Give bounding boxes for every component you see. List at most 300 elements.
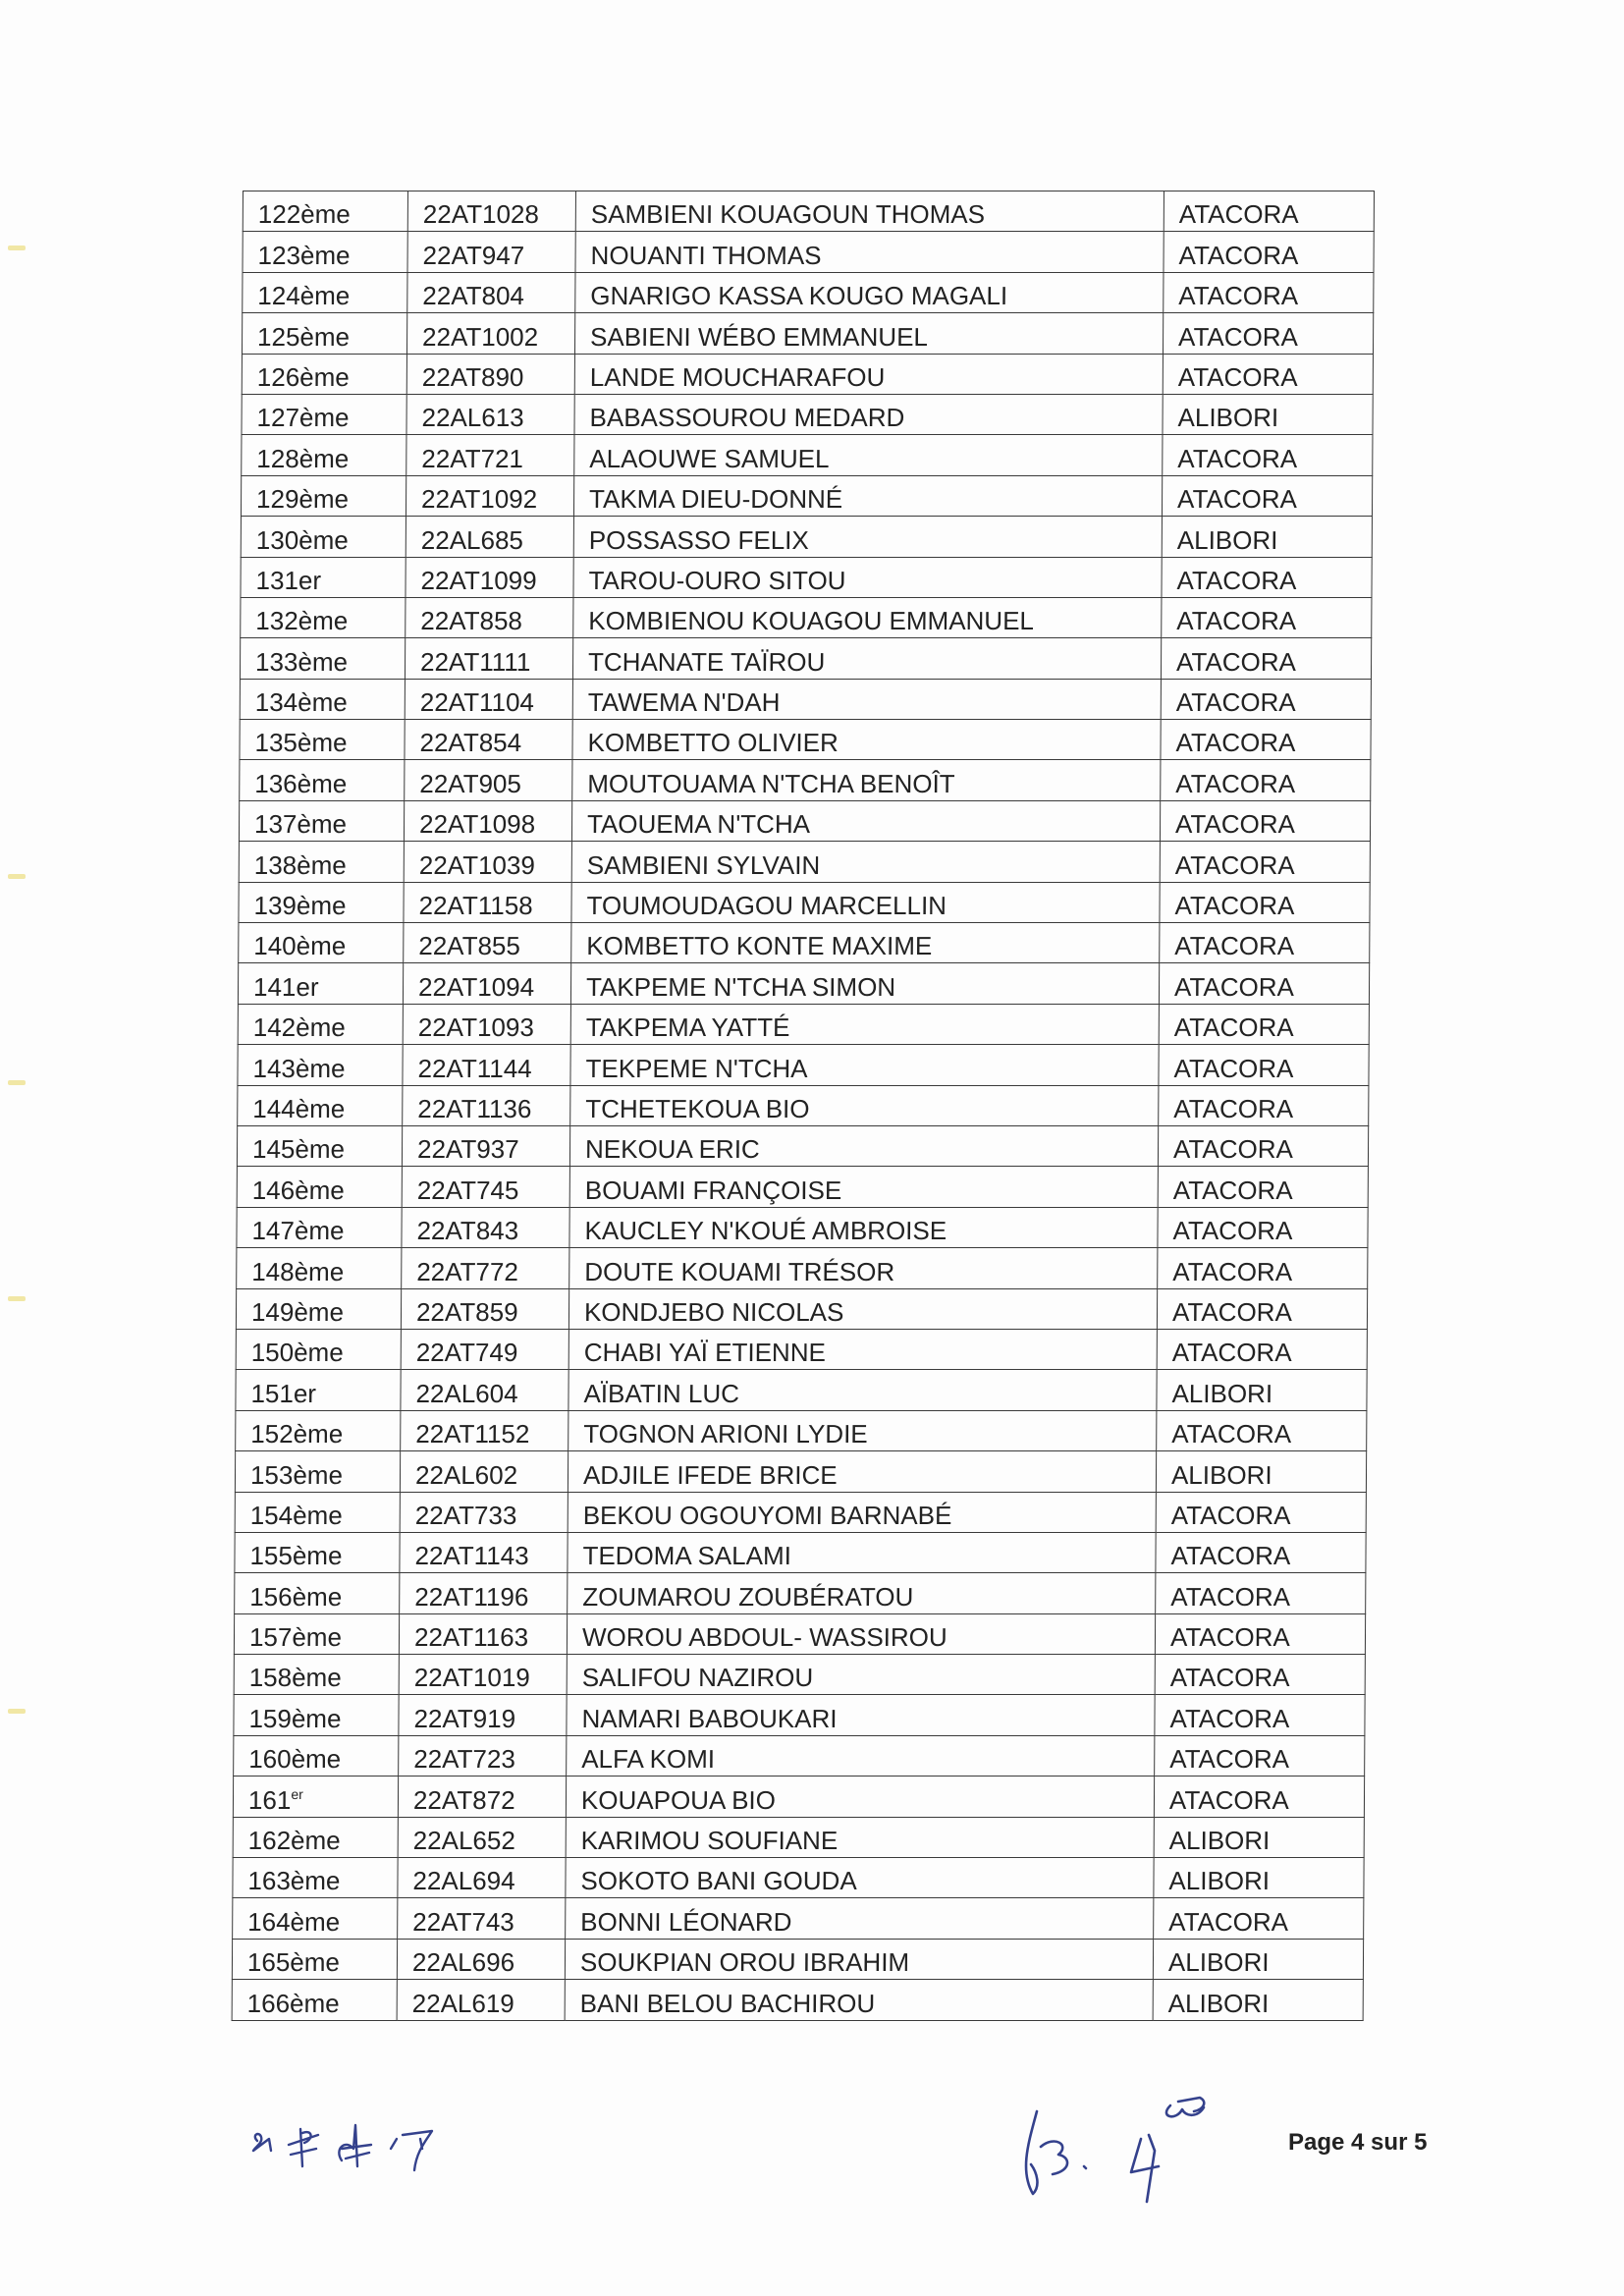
department-cell-text: ATACORA [1171,1338,1292,1368]
name-cell [568,1532,1156,1572]
rank-cell [234,1735,399,1776]
name-cell-text: ALAOUWE SAMUEL [589,443,830,473]
department-cell-text: ATACORA [1170,1541,1291,1571]
department-cell [1159,1004,1369,1044]
name-cell-text: KARIMOU SOUFIANE [580,1826,839,1856]
name-cell-text: KOMBETTO OLIVIER [587,728,839,758]
code-cell [398,1858,566,1898]
code-cell-text: 22AL619 [411,1988,514,2018]
department-cell [1153,1980,1363,2020]
name-cell [572,720,1161,760]
rank-cell-text: 125ème [257,321,351,352]
department-cell [1160,842,1370,882]
rank-cell [238,1085,403,1125]
name-cell [568,1410,1157,1450]
table-row [236,1329,1367,1369]
rank-cell-text: 156ème [249,1581,343,1612]
name-cell-text: KOMBETTO KONTE MAXIME [586,931,933,961]
name-cell-text: POSSASSO FELIX [588,524,809,555]
table-row [233,1777,1364,1817]
table-row [232,1980,1363,2020]
name-cell-text: TOUMOUDAGOU MARCELLIN [586,891,947,921]
department-cell-text: ATACORA [1172,1256,1293,1286]
rank-cell-text: 158ème [248,1663,342,1693]
code-cell-text: 22AT1039 [418,849,535,880]
department-cell [1161,720,1371,760]
name-cell [569,1207,1158,1247]
code-cell [407,191,575,232]
department-cell-text: ATACORA [1174,849,1295,880]
signature-right [1011,2092,1218,2210]
rank-cell [239,923,404,963]
department-cell-text: ATACORA [1171,1296,1292,1327]
rank-cell-text: 164ème [247,1906,341,1937]
code-cell-text: 22AT872 [412,1784,515,1815]
table-row [238,963,1369,1004]
code-cell-text: 22AT745 [416,1175,519,1205]
name-cell-text: NAMARI BABOUKARI [581,1703,838,1733]
department-cell [1163,394,1373,434]
table-row [237,1167,1368,1207]
name-cell [573,597,1162,637]
name-cell [571,882,1160,922]
table-row [242,394,1373,434]
name-cell [566,1898,1154,1939]
rank-cell-text: 139ème [253,891,347,921]
code-cell-text: 22AT859 [415,1296,518,1327]
department-cell [1155,1655,1365,1695]
name-cell [572,638,1161,679]
code-cell [405,638,572,679]
name-cell [573,475,1162,516]
department-cell-text: ATACORA [1169,1744,1290,1775]
code-cell-text: 22AT1143 [414,1541,529,1571]
rank-cell-text: 131er [255,565,322,595]
rank-cell-text: 143ème [252,1053,346,1083]
page-number-current: 4 [1351,2129,1365,2156]
department-cell [1159,1085,1369,1125]
code-cell [405,720,572,760]
scan-mark [8,874,26,879]
department-cell-text: ATACORA [1172,1175,1293,1205]
code-cell-text: 22AT772 [416,1256,518,1286]
name-cell [569,1125,1158,1166]
rank-cell [234,1613,399,1654]
name-cell-text: KONDJEBO NICOLAS [583,1296,844,1327]
rank-cell [235,1532,400,1572]
code-cell [407,232,575,272]
code-cell-text: 22AT1111 [419,646,531,677]
department-cell-text: ATACORA [1169,1703,1290,1733]
department-cell [1160,923,1370,963]
table-row [241,557,1372,597]
code-cell [406,313,574,354]
code-cell [403,1045,570,1085]
name-cell [573,557,1162,597]
table-row [240,720,1371,760]
scan-mark [8,1709,26,1714]
table-row [236,1288,1367,1329]
table-row [234,1735,1365,1776]
code-cell-text: 22AT723 [413,1744,515,1775]
code-cell-text: 22AT947 [422,240,525,270]
department-cell-text: ATACORA [1177,443,1298,473]
code-cell [400,1573,568,1613]
table-row [237,1248,1368,1288]
department-cell [1154,1777,1364,1817]
rank-cell-text: 153ème [249,1459,344,1490]
department-cell [1158,1167,1368,1207]
rank-cell-text: 155ème [249,1541,343,1571]
rank-cell-text: 128ème [256,443,350,473]
department-cell [1160,882,1370,922]
name-cell-text: BABASSOUROU MEDARD [589,403,905,433]
code-cell-text: 22AL696 [411,1947,515,1978]
name-cell-text: DOUTE KOUAMI TRÉSOR [584,1256,895,1286]
department-cell-text: ATACORA [1171,1419,1292,1449]
code-cell [401,1410,568,1450]
code-cell-text: 22AT1002 [422,321,539,352]
rank-cell [243,232,407,272]
code-cell [399,1655,567,1695]
name-cell [571,800,1160,841]
name-cell-text: NOUANTI THOMAS [590,240,822,270]
department-cell-text: ATACORA [1178,240,1299,270]
department-cell [1154,1858,1364,1898]
name-cell [568,1492,1156,1532]
name-cell-text: KOUAPOUA BIO [580,1784,777,1815]
name-cell-text: TAKPEMA YATTÉ [585,1012,790,1043]
table-row [233,1898,1364,1939]
rank-cell-text: 162ème [247,1826,341,1856]
rank-cell [237,1167,402,1207]
code-cell-text: 22AL685 [420,524,524,555]
rank-cell [232,1980,397,2020]
rank-cell [237,1248,402,1288]
name-cell-text: KOMBIENOU KOUAGOU EMMANUEL [588,606,1035,636]
name-cell [570,1004,1159,1044]
rank-cell-text: 165ème [246,1947,341,1978]
rank-cell-text: 134ème [254,687,348,718]
name-cell-text: TEDOMA SALAMI [582,1541,791,1571]
code-cell-text: 22AT919 [413,1703,516,1733]
rank-cell [238,1004,403,1044]
department-cell [1161,638,1371,679]
code-cell [406,597,573,637]
name-cell-text: MOUTOUAMA N'TCHA BENOÎT [587,768,955,798]
name-cell-text: TAROU-OURO SITOU [588,565,846,595]
code-cell [406,394,574,434]
rank-cell [238,1045,403,1085]
table-row [238,1085,1369,1125]
code-cell [406,354,574,394]
department-cell [1161,679,1371,719]
name-cell-text: BEKOU OGOUYOMI BARNABÉ [582,1500,952,1530]
name-cell-text: SOUKPIAN OROU IBRAHIM [579,1947,910,1978]
rank-cell [241,597,406,637]
code-cell-text: 22AT1196 [414,1581,529,1612]
code-cell [401,1370,568,1410]
rank-cell [242,435,406,475]
department-cell [1154,1898,1364,1939]
department-cell-text: ATACORA [1169,1622,1290,1653]
name-cell [569,1167,1158,1207]
code-cell [398,1898,566,1939]
department-cell-text: ATACORA [1174,891,1295,921]
code-cell-text: 22AL694 [412,1866,515,1896]
department-cell [1156,1573,1366,1613]
code-cell-text: 22AT1104 [419,687,535,718]
code-cell [401,1329,568,1369]
department-cell [1155,1613,1365,1654]
code-cell-text: 22AT937 [416,1134,519,1165]
page-number-total: 5 [1414,2129,1428,2156]
name-cell-text: SABIENI WÉBO EMMANUEL [590,321,929,352]
name-cell [565,1980,1153,2020]
department-cell-text: ATACORA [1173,971,1294,1002]
table-row [234,1695,1365,1735]
code-cell-text: 22AT854 [419,728,522,758]
name-cell [575,191,1164,232]
rank-cell-text: 152ème [250,1419,344,1449]
department-cell-text: ATACORA [1168,1784,1289,1815]
rank-cell-text: 124ème [257,281,351,311]
name-cell [570,1085,1159,1125]
department-cell-text: ALIBORI [1168,1866,1271,1896]
table-row [243,191,1374,232]
name-cell-text: ADJILE IFEDE BRICE [582,1459,838,1490]
rank-cell [241,517,406,557]
department-cell [1155,1695,1365,1735]
name-cell [566,1817,1154,1857]
name-cell [574,313,1163,354]
name-cell-text: KAUCLEY N'KOUÉ AMBROISE [584,1216,947,1246]
rank-cell-text: 145ème [251,1134,346,1165]
code-cell [406,517,573,557]
table-row [235,1532,1366,1572]
name-cell-text: BONNI LÉONARD [580,1906,792,1937]
code-cell [400,1532,568,1572]
rank-cell [239,800,404,841]
scan-mark [8,246,26,250]
department-cell [1156,1532,1366,1572]
rank-cell-text: 161 [247,1784,292,1815]
code-cell [402,1248,569,1288]
department-cell-text: ATACORA [1173,1093,1294,1123]
department-cell [1153,1939,1363,1979]
rank-cell-text: 146ème [251,1175,345,1205]
department-cell [1158,1125,1368,1166]
code-cell [406,475,573,516]
department-cell-text: ALIBORI [1167,1947,1270,1978]
code-cell-text: 22AT1152 [415,1419,530,1449]
table-row [243,272,1374,312]
table-row [235,1573,1366,1613]
name-cell [568,1329,1157,1369]
code-cell-text: 22AT858 [420,606,523,636]
name-cell [571,842,1160,882]
table-row [239,842,1370,882]
code-cell-text: 22AT743 [412,1906,514,1937]
department-cell [1155,1735,1365,1776]
rank-cell-text: 129ème [255,484,350,515]
rank-cell-text: 151er [250,1378,317,1408]
name-cell [567,1695,1155,1735]
table-row [240,679,1371,719]
name-cell [574,394,1163,434]
code-cell [406,557,573,597]
department-cell-text: ALIBORI [1176,524,1278,555]
department-cell [1154,1817,1364,1857]
rank-cell [240,638,405,679]
rank-cell-text: 133ème [254,646,349,677]
code-cell-text: 22AT1144 [417,1053,532,1083]
table-row [241,597,1372,637]
rank-cell-text: 163ème [247,1866,341,1896]
table-row [241,475,1372,516]
code-cell-text: 22AT1163 [413,1622,529,1653]
table-row [233,1817,1364,1857]
table-row [242,313,1373,354]
department-cell [1163,354,1373,394]
rank-cell [237,1207,402,1247]
rank-cell-text: 135ème [254,728,348,758]
rank-cell-text: 160ème [248,1744,342,1775]
rank-cell [239,882,404,922]
name-cell [575,232,1164,272]
table-row [242,435,1373,475]
rank-cell [238,963,403,1004]
code-cell-text: 22AT1093 [417,1012,534,1043]
rank-cell-text: 144ème [252,1093,346,1123]
code-cell-text: 22AT1099 [420,565,537,595]
name-cell [572,679,1161,719]
name-cell-text: TOGNON ARIONI LYDIE [583,1419,868,1449]
department-cell [1157,1410,1367,1450]
department-cell [1159,963,1369,1004]
rank-cell-text: 141er [252,971,319,1002]
department-cell-text: ATACORA [1175,768,1296,798]
name-cell-text: ZOUMAROU ZOUBÉRATOU [582,1581,914,1612]
table-row [238,1004,1369,1044]
rank-cell [240,679,405,719]
name-cell [568,1370,1157,1410]
department-cell-text: ATACORA [1173,1012,1294,1043]
rank-cell-text: 147ème [251,1216,345,1246]
rank-cell-text: 149ème [250,1296,345,1327]
name-cell-text: BOUAMI FRANÇOISE [584,1175,842,1205]
code-cell [403,1085,570,1125]
department-cell-text: ATACORA [1175,687,1296,718]
rank-cell [242,394,406,434]
code-cell [402,1207,569,1247]
code-cell-text: 22AT721 [421,443,524,473]
code-cell-text: 22AT1092 [420,484,538,515]
table-row [237,1125,1368,1166]
name-cell [570,963,1159,1004]
name-cell [574,435,1163,475]
department-cell-text: ATACORA [1178,281,1299,311]
table-row [236,1370,1367,1410]
department-cell-text: ATACORA [1178,199,1299,230]
name-cell [570,1045,1159,1085]
name-cell [567,1655,1155,1695]
code-cell-text: 22AT804 [422,281,525,311]
name-cell-text: TCHANATE TAÏROU [587,646,826,677]
code-cell [398,1777,566,1817]
department-cell [1162,517,1372,557]
department-cell-text: ATACORA [1169,1663,1290,1693]
department-cell [1163,313,1373,354]
rank-cell [241,475,406,516]
name-cell-text: ALFA KOMI [581,1744,716,1775]
rank-cell-text: 148ème [251,1256,345,1286]
rank-cell [234,1695,399,1735]
name-cell [573,517,1162,557]
code-cell [405,679,572,719]
rank-cell [237,1125,402,1166]
code-cell-text: 22AT905 [419,768,521,798]
code-cell-text: 22AL652 [412,1826,515,1856]
rank-cell-text: 136ème [254,768,348,798]
table-row [240,638,1371,679]
name-cell [568,1288,1157,1329]
code-cell-text: 22AT1019 [413,1663,530,1693]
department-cell-text: ATACORA [1170,1500,1291,1530]
table-row [239,923,1370,963]
table-row [233,1858,1364,1898]
code-cell [402,1167,569,1207]
rank-cell-text: 157ème [248,1622,343,1653]
page-number-middle: sur [1364,2129,1415,2156]
rank-cell [242,354,406,394]
rank-cell [239,842,404,882]
page-number [1288,2129,1427,2157]
code-cell [398,1817,566,1857]
rank-cell [235,1451,400,1492]
department-cell-text: ATACORA [1172,1216,1293,1246]
name-cell [568,1451,1156,1492]
name-cell [567,1613,1155,1654]
table-row [241,517,1372,557]
initials-signature-left [244,2109,479,2183]
code-cell-text: 22AT1098 [418,809,536,840]
name-cell [567,1735,1155,1776]
table-row [235,1492,1366,1532]
name-cell-text: TAKMA DIEU-DONNÉ [588,484,843,515]
department-cell [1164,191,1374,232]
rank-cell [232,1939,397,1979]
code-cell-text: 22AT855 [418,931,520,961]
rank-cell-text: 154ème [249,1500,343,1530]
name-cell-text: SALIFOU NAZIROU [581,1663,814,1693]
name-cell [566,1858,1154,1898]
name-cell-text: SOKOTO BANI GOUDA [580,1866,857,1896]
code-cell-text: 22AT733 [414,1500,517,1530]
table-row [235,1451,1366,1492]
rank-cell [243,191,407,232]
department-cell [1161,760,1371,800]
code-cell [399,1735,567,1776]
code-cell-text: 22AT1158 [418,891,533,921]
department-cell [1163,435,1373,475]
department-cell-text: ALIBORI [1171,1378,1273,1408]
rank-cell [233,1777,398,1817]
code-cell [404,800,571,841]
rank-cell [233,1858,398,1898]
code-cell [397,1939,565,1979]
table-row [238,1045,1369,1085]
